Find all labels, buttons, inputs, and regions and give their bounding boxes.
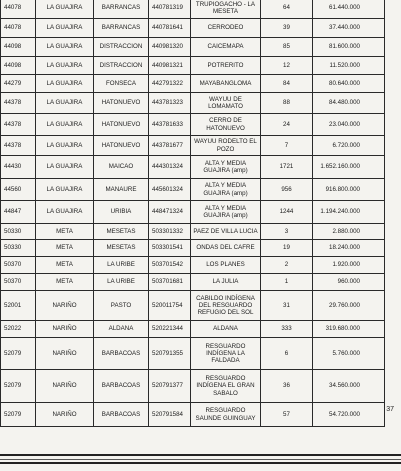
- cell-municipality: MANAURE: [94, 179, 149, 201]
- cell-municipality: HATONUEVO: [94, 136, 149, 156]
- cell-department: LA GUAJIRA: [36, 19, 94, 38]
- cell-code: 50370: [1, 274, 36, 291]
- table-row: [1, 201, 385, 224]
- cell-municipality: BARBACOAS: [94, 403, 149, 427]
- cell-site-code: 520791355: [149, 338, 191, 370]
- cell-count: 88: [261, 93, 313, 114]
- cell-site-name: LOS PLANES: [191, 257, 261, 274]
- cell-site-code: 445601324: [149, 179, 191, 201]
- cell-value: 23.040.000: [313, 114, 385, 136]
- cell-count: 39: [261, 19, 313, 38]
- cell-value: 1.194.240.000: [313, 201, 385, 224]
- cell-site-name: LA JULIA: [191, 274, 261, 291]
- table-row: [1, 291, 385, 321]
- cell-department: LA GUAJIRA: [36, 156, 94, 179]
- cell-municipality: MESETAS: [94, 224, 149, 240]
- cell-site-code: 520011754: [149, 291, 191, 321]
- cell-department: LA GUAJIRA: [36, 75, 94, 93]
- page-number: 37: [386, 406, 394, 413]
- cell-department: LA GUAJIRA: [36, 0, 94, 19]
- cell-value: 2.880.000: [313, 224, 385, 240]
- cell-department: META: [36, 224, 94, 240]
- cell-code: 44378: [1, 114, 36, 136]
- table-row: [1, 93, 385, 114]
- cell-municipality: MESETAS: [94, 240, 149, 257]
- cell-department: META: [36, 240, 94, 257]
- cell-code: 44279: [1, 75, 36, 93]
- cell-department: NARIÑO: [36, 338, 94, 370]
- cell-value: 960.000: [313, 274, 385, 291]
- cell-site-code: 440981321: [149, 57, 191, 75]
- table-row: [1, 136, 385, 156]
- table-row: [1, 224, 385, 240]
- cell-count: 12: [261, 57, 313, 75]
- cell-code: 44378: [1, 136, 36, 156]
- cell-site-name: CAICEMAPA: [191, 38, 261, 57]
- cell-count: 85: [261, 38, 313, 57]
- cell-code: 44560: [1, 179, 36, 201]
- cell-count: 1721: [261, 156, 313, 179]
- cell-site-code: 503701542: [149, 257, 191, 274]
- cell-site-name: RESGUARDO SAUNDE GUINGUAY: [191, 403, 261, 427]
- cell-count: 7: [261, 136, 313, 156]
- cell-value: 319.680.000: [313, 321, 385, 338]
- cell-municipality: LA URIBE: [94, 274, 149, 291]
- cell-value: 81.600.000: [313, 38, 385, 57]
- cell-value: 1.920.000: [313, 257, 385, 274]
- cell-site-code: 443781677: [149, 136, 191, 156]
- cell-code: 50370: [1, 257, 36, 274]
- cell-site-code: 520791584: [149, 403, 191, 427]
- cell-count: 64: [261, 0, 313, 19]
- cell-value: 61.440.000: [313, 0, 385, 19]
- cell-site-code: 520791377: [149, 370, 191, 403]
- cell-municipality: HATONUEVO: [94, 93, 149, 114]
- cell-department: META: [36, 257, 94, 274]
- footer-rule-bottom: [0, 462, 401, 464]
- cell-site-code: 443781323: [149, 93, 191, 114]
- cell-count: 36: [261, 370, 313, 403]
- table-row: [1, 156, 385, 179]
- cell-count: 6: [261, 338, 313, 370]
- table-row: [1, 321, 385, 338]
- cell-code: 44430: [1, 156, 36, 179]
- cell-department: LA GUAJIRA: [36, 93, 94, 114]
- cell-municipality: ALDANA: [94, 321, 149, 338]
- table-row: [1, 114, 385, 136]
- cell-count: 84: [261, 75, 313, 93]
- cell-site-name: ALDANA: [191, 321, 261, 338]
- cell-site-name: TRUPIOGACHO - LA MESETA: [191, 0, 261, 19]
- cell-value: 84.480.000: [313, 93, 385, 114]
- cell-code: 52079: [1, 338, 36, 370]
- cell-count: 1: [261, 274, 313, 291]
- cell-count: 333: [261, 321, 313, 338]
- table-row: [1, 179, 385, 201]
- cell-department: NARIÑO: [36, 403, 94, 427]
- cell-municipality: BARRANCAS: [94, 0, 149, 19]
- cell-site-name: ONDAS DEL CAFRE: [191, 240, 261, 257]
- cell-site-name: RESGUARDO INDÍGENA LA FALDADA: [191, 338, 261, 370]
- cell-code: 50330: [1, 240, 36, 257]
- cell-department: LA GUAJIRA: [36, 57, 94, 75]
- cell-code: 52079: [1, 370, 36, 403]
- cell-site-name: WAYUU RODELTO EL POZO: [191, 136, 261, 156]
- cell-department: NARIÑO: [36, 370, 94, 403]
- cell-code: 52079: [1, 403, 36, 427]
- cell-site-code: 442791322: [149, 75, 191, 93]
- cell-department: NARIÑO: [36, 291, 94, 321]
- cell-site-code: 444301324: [149, 156, 191, 179]
- cell-site-name: CERRO DE HATONUEVO: [191, 114, 261, 136]
- cell-site-code: 448471324: [149, 201, 191, 224]
- table-row: [1, 75, 385, 93]
- table-row: [1, 370, 385, 403]
- cell-count: 956: [261, 179, 313, 201]
- cell-code: 44078: [1, 19, 36, 38]
- cell-site-code: 443781633: [149, 114, 191, 136]
- cell-code: 52001: [1, 291, 36, 321]
- table-row: [1, 257, 385, 274]
- cell-municipality: URIBIA: [94, 201, 149, 224]
- cell-value: 37.440.000: [313, 19, 385, 38]
- cell-department: LA GUAJIRA: [36, 179, 94, 201]
- cell-site-code: 440781319: [149, 0, 191, 19]
- cell-value: 80.640.000: [313, 75, 385, 93]
- cell-code: 50330: [1, 224, 36, 240]
- cell-site-code: 503701681: [149, 274, 191, 291]
- cell-department: LA GUAJIRA: [36, 114, 94, 136]
- cell-municipality: PASTO: [94, 291, 149, 321]
- cell-count: 24: [261, 114, 313, 136]
- cell-code: 44098: [1, 57, 36, 75]
- cell-count: 2: [261, 257, 313, 274]
- cell-site-code: 440781641: [149, 19, 191, 38]
- cell-site-code: 503301332: [149, 224, 191, 240]
- cell-site-name: POTRERITO: [191, 57, 261, 75]
- cell-municipality: HATONUEVO: [94, 114, 149, 136]
- cell-count: 57: [261, 403, 313, 427]
- cell-site-name: CERRODEO: [191, 19, 261, 38]
- cell-site-code: 520221344: [149, 321, 191, 338]
- cell-value: 11.520.000: [313, 57, 385, 75]
- cell-department: NARIÑO: [36, 321, 94, 338]
- cell-site-code: 440981320: [149, 38, 191, 57]
- cell-value: 34.560.000: [313, 370, 385, 403]
- cell-department: LA GUAJIRA: [36, 136, 94, 156]
- cell-site-name: ALTA Y MEDIA GUAJIRA (amp): [191, 156, 261, 179]
- cell-value: 54.720.000: [313, 403, 385, 427]
- cell-department: LA GUAJIRA: [36, 38, 94, 57]
- cell-municipality: DISTRACCION: [94, 38, 149, 57]
- cell-site-name: CABILDO INDÍGENA DEL RESGUARDO REFUGIO DEL SOL: [191, 291, 261, 321]
- cell-department: META: [36, 274, 94, 291]
- cell-site-name: RESGUARDO INDÍGENA EL GRAN SABALO: [191, 370, 261, 403]
- cell-value: 6.720.000: [313, 136, 385, 156]
- cell-code: 44378: [1, 93, 36, 114]
- cell-count: 1244: [261, 201, 313, 224]
- cell-value: 18.240.000: [313, 240, 385, 257]
- table-row: [1, 19, 385, 38]
- cell-site-name: ALTA Y MEDIA GUAJIRA (amp): [191, 201, 261, 224]
- cell-site-name: PAEZ DE VILLA LUCIA: [191, 224, 261, 240]
- cell-municipality: MAICAO: [94, 156, 149, 179]
- table-row: [1, 240, 385, 257]
- cell-municipality: FONSECA: [94, 75, 149, 93]
- cell-municipality: LA URIBE: [94, 257, 149, 274]
- table-row: [1, 57, 385, 75]
- cell-value: 1.652.160.000: [313, 156, 385, 179]
- cell-site-code: 503301541: [149, 240, 191, 257]
- table-row: [1, 403, 385, 427]
- cell-municipality: BARRANCAS: [94, 19, 149, 38]
- cell-department: LA GUAJIRA: [36, 201, 94, 224]
- cell-site-name: ALTA Y MEDIA GUAJIRA (amp): [191, 179, 261, 201]
- cell-code: 44098: [1, 38, 36, 57]
- cell-code: 52022: [1, 321, 36, 338]
- cell-municipality: BARBACOAS: [94, 370, 149, 403]
- table-row: [1, 38, 385, 57]
- footer-rule-top: [0, 454, 401, 456]
- cell-site-name: MAYABANGLOMA: [191, 75, 261, 93]
- table-row: [1, 274, 385, 291]
- cell-value: 29.760.000: [313, 291, 385, 321]
- cell-code: 44847: [1, 201, 36, 224]
- cell-code: 44078: [1, 0, 36, 19]
- cell-count: 31: [261, 291, 313, 321]
- cell-count: 19: [261, 240, 313, 257]
- cell-site-name: WAYUU DE LOMAMATO: [191, 93, 261, 114]
- cell-municipality: BARBACOAS: [94, 338, 149, 370]
- cell-count: 3: [261, 224, 313, 240]
- table-row: [1, 0, 385, 19]
- footer-rule-middle: [0, 459, 401, 460]
- cell-value: 5.760.000: [313, 338, 385, 370]
- cell-municipality: DISTRACCION: [94, 57, 149, 75]
- table-row: [1, 338, 385, 370]
- cell-value: 916.800.000: [313, 179, 385, 201]
